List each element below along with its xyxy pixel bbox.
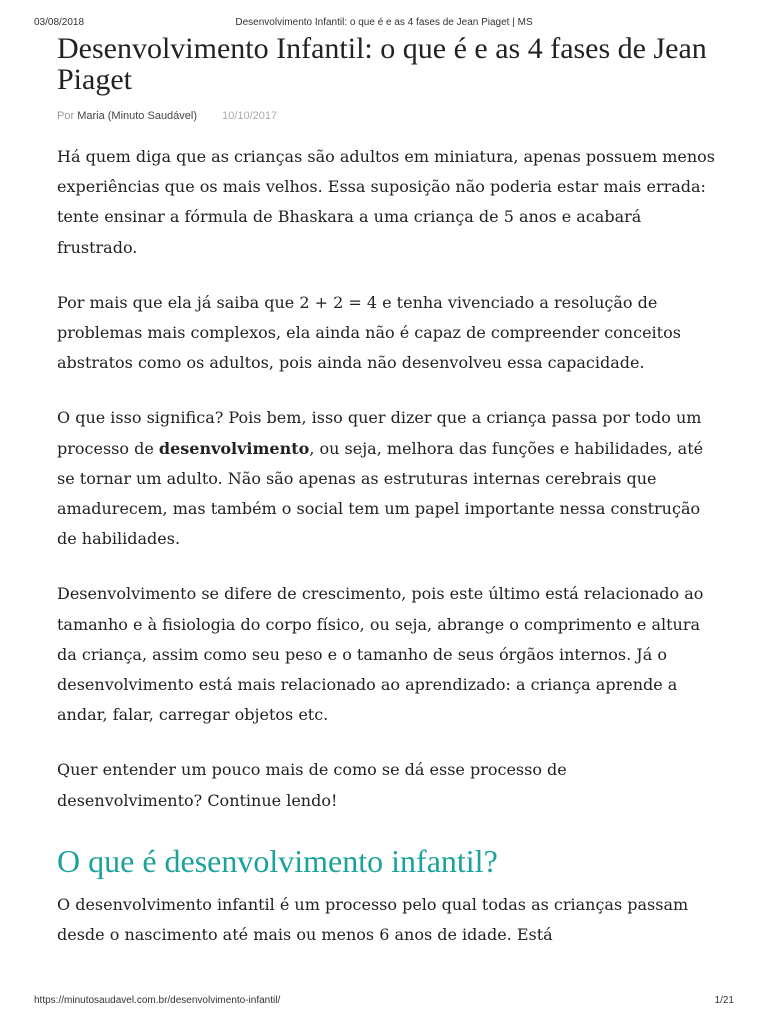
byline-prefix: Por — [57, 110, 75, 122]
publish-date: 10/10/2017 — [222, 110, 278, 122]
page-number: 1/21 — [714, 995, 734, 1006]
article-title: Desenvolvimento Infantil: o que é e as 4 fases de Jean Piaget — [57, 32, 707, 96]
paragraph-4: Desenvolvimento se difere de crescimento, pois este último está relacionado ao tamanho e à fisiologia do corpo físico, ou seja, abrange o comprimento e altura da criança, assim como seu peso e o tamanho de seus órgãos internos. Já o desenvolvimento está mais relacionado ao aprendizado: a criança aprende a andar, falar, carregar objetos etc. — [57, 584, 704, 725]
paragraph-2: Por mais que ela já saiba que 2 + 2 = 4 e tenha vivenciado a resolução de problemas mais complexos, ela ainda não é capaz de compreender conceitos abstratos como os adultos, pois ainda não desenvolveu essa capacidade. — [57, 292, 681, 373]
article-body — [57, 142, 717, 950]
bold-keyword: desenvolvimento — [158, 438, 310, 458]
print-footer — [34, 995, 734, 1009]
paragraph-3-start: O que isso significa? Pois bem, isso quer dizer que a criança passa por todo um processo de — [57, 408, 702, 458]
byline — [57, 110, 717, 126]
paragraph-3 — [57, 403, 717, 554]
paragraph-3-end: , ou seja, melhora das funções e habilidades, até se tornar um adulto. Não são apenas as estruturas internas cerebrais que amadurecem, mas também o social tem um papel importante nessa construção de habilidades. — [57, 438, 704, 549]
print-header — [34, 17, 734, 31]
section-heading: O que é desenvolvimento infantil? — [57, 842, 498, 879]
article — [57, 33, 717, 975]
print-date: 03/08/2018 — [34, 17, 85, 28]
paragraph-1: Há quem diga que as crianças são adultos em miniatura, apenas possuem menos experiências que os mais velhos. Essa suposição não poderia estar mais errada: tente ensinar a fórmula de Bhaskara a uma criança de 5 anos e acabará frustrado. — [57, 147, 715, 257]
author-link[interactable]: Maria (Minuto Saudável) — [77, 110, 198, 122]
paragraph-6: O desenvolvimento infantil é um processo pelo qual todas as crianças passam desde o nascimento até mais ou menos 6 anos de idade. Está — [57, 894, 689, 945]
print-page-title: Desenvolvimento Infantil: o que é e as 4 fases de Jean Piaget | MS — [235, 17, 533, 28]
paragraph-5: Quer entender um pouco mais de como se dá esse processo de desenvolvimento? Continue lendo! — [57, 760, 567, 810]
print-url[interactable]: https://minutosaudavel.com.br/desenvolvimento-infantil/ — [34, 995, 281, 1006]
